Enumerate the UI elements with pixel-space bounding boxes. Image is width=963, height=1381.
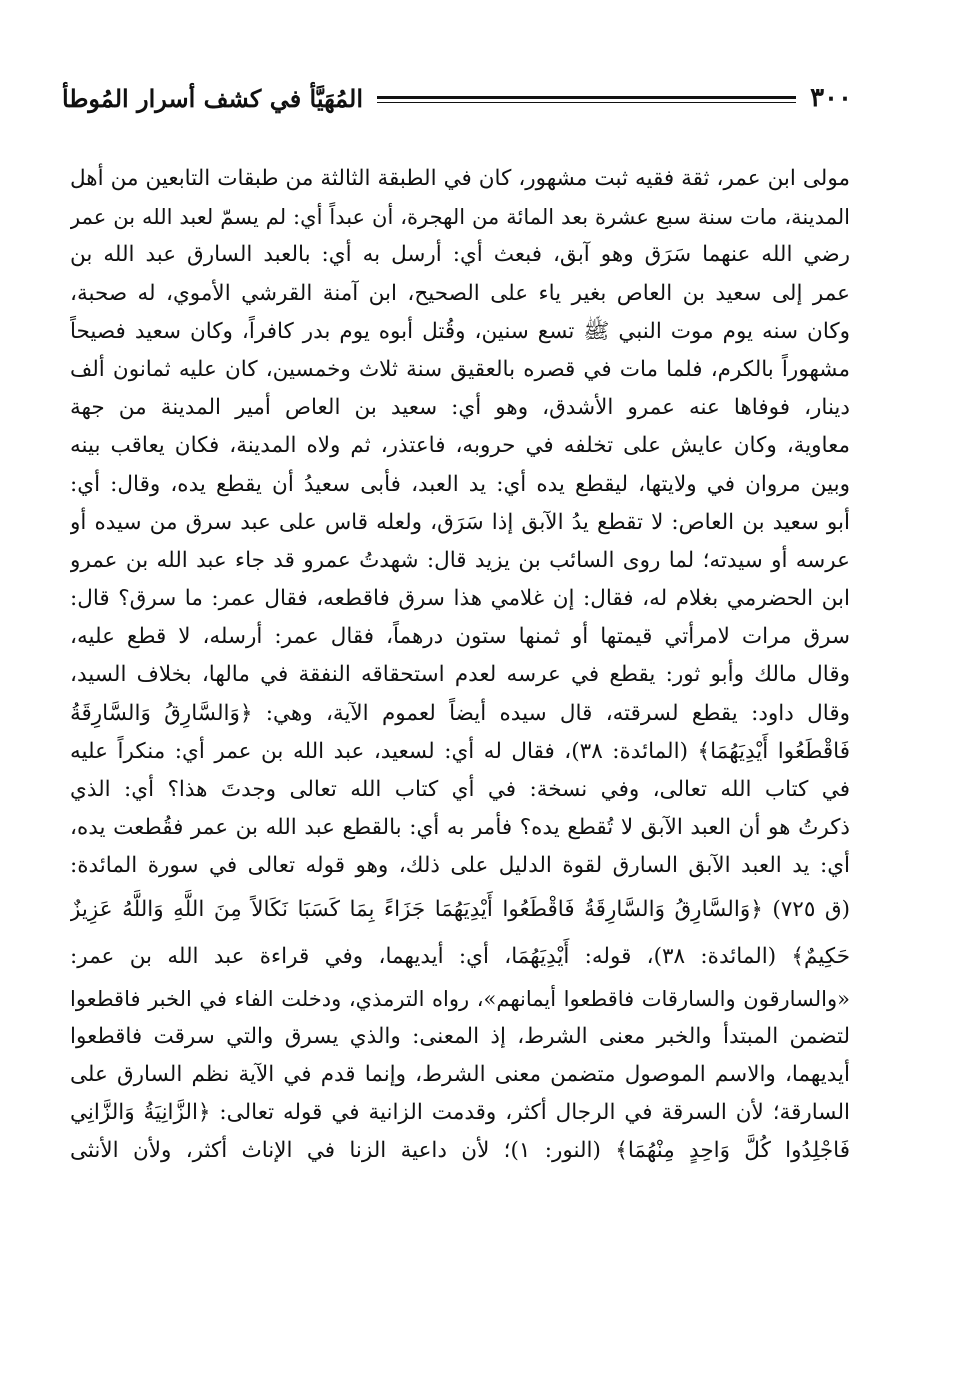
text-line: ابن الحضرمي بغلام له، فقال: إن غلامي هذا سرق فاقطعه، فقال عمر: ما سرق؟ قال: [70, 586, 850, 612]
body-text [70, 160, 850, 1171]
page-header [62, 78, 852, 118]
text-line: أبو سعيد بن العاص: لا تقطع يدُ الآبق إذا سَرَق، ولعله قاس على عبد سرق من سيده أو [70, 509, 850, 535]
text-line: وقال داود: يقطع لسرقته، قال سيده أيضاً لعموم الآية، وهي: ﴿وَالسَّارِقُ وَالسَّارِقَةُ [70, 700, 850, 726]
text-line: وبين مروان في ولايتها، ليقطع يده أي: يد العبد، فأبى سعيدُ أن يقطع يده، وقال: أي: [70, 471, 850, 497]
text-line: مولى ابن عمر، ثقة فقيه ثبت مشهور، كان في الطبقة الثالثة من طبقات التابعين من أهل [70, 166, 850, 191]
text-line: ذكرتُ هو أن العبد الآبق لا تُقطع يده؟ فأمر به أي: بالقطع عبد الله بن عمر فقُطعت يده، [70, 815, 850, 841]
text-line: معاوية، وكان عايش على تخلفه في حروبه، فاعتذر، ثم ولاه المدينة، فكان يعاقب بينه [70, 433, 850, 459]
page-number: ٣٠٠ [810, 83, 852, 113]
text-line: وكان سنه يوم موت النبي ﷺ تسع سنين، وقُتل أبوه يوم بدر كافراً، وكان سعيد فصيحاً [70, 318, 850, 344]
text-line: دينار، فوفاها عنه عمرو الأشدق، وهو أي: سعيد بن العاص أمير المدينة من جهة [70, 395, 850, 421]
text-line: «والسارقون والسارقات فاقطعوا أيمانهم»، رواه الترمذي، ودخلت الفاء في الخبر فاقطعوا [70, 986, 850, 1011]
text-line: عمر إلى سعيد بن العاص بغير ياء على الصحيح، ابن آمنة القرشي الأموي، له صحبة، [70, 280, 850, 306]
text-line: (ق ٧٢٥) ﴿وَالسَّارِقُ وَالسَّارِقَةُ فَاقْطَعُوا أَيْدِيَهُمَا جَزَاءً بِمَا كَسَبَا نَكَالاً مِنَ اللَّهِ وَاللَّهُ عَزِيزٌ [70, 896, 850, 922]
text-line: حَكِيمٌ﴾ (المائدة: ٣٨)، قوله: أَيْدِيَهُمَا، أي: أيديهما، وفي قراءة عبد الله بن عمر: [70, 943, 850, 969]
text-line: عرسه أو سيدته؛ لما روى السائب بن يزيد قال: شهدتُ عمرو قد جاء عبد الله بن عمرو [70, 547, 850, 573]
text-line: فَاجْلِدُوا كُلَّ وَاحِدٍ مِنْهُمَا﴾ (النور: ١)؛ لأن داعية الزنا في الإناث أكثر، ولأن الأنثى [70, 1138, 850, 1164]
text-line: مشهوراً بالكرم، فلما مات في قصره بالعقيق سنة ثلاث وخمسين، كان عليه ثمانون ألف [70, 356, 850, 382]
book-title: المُهَيَّأ في كشف أسرار المُوطأ [62, 83, 363, 113]
text-line: فَاقْطَعُوا أَيْدِيَهُمَا﴾ (المائدة: ٣٨)، فقال له أي: لسعيد، عبد الله بن عمر أي: منكراً عليه [70, 738, 850, 764]
text-line: المدينة، مات سنة سبع عشرة بعد المائة من الهجرة، أن عبداً أي: لم يسمّ لعبد الله بن عمر [70, 205, 850, 230]
text-line: سرق مرات لامرأتي قيمتها أو ثمنها ستون درهماً، فقال عمر: أرسله، لا قطع عليه، [70, 624, 850, 650]
text-line: رضي الله عنهما سَرَق وهو آبق، فبعث أي: أرسل به أي: بالعبد السارق عبد الله بن [70, 242, 850, 268]
text-line: السارقة؛ لأن السرقة في الرجال أكثر، وقدمت الزانية في قوله تعالى: ﴿الزَّانِيَةُ وَالزَّانِي [70, 1100, 850, 1126]
header-rule [377, 96, 796, 103]
text-line: وقال مالك وأبو ثور: يقطع في عرسه لعدم استحقاقه النفقة في مالها، بخلاف السيد، [70, 662, 850, 688]
text-line: أيديهما، والاسم الموصول متضمن معنى الشرط، وإنما قدم في الآية نظم السارق على [70, 1061, 850, 1087]
text-line: أي: يد العبد الآبق السارق لقوة الدليل على ذلك، وهو قوله تعالى في سورة المائدة: [70, 853, 850, 879]
text-line: في كتاب الله تعالى، وفي نسخة: في أي كتاب الله تعالى وجدتَ هذا؟ أي: الذي [70, 777, 850, 802]
text-line: لتضمن المبتدأ والخبر معنى الشرط، إذ المعنى: والذي يسرق والتي سرقت فاقطعوا [70, 1023, 850, 1049]
